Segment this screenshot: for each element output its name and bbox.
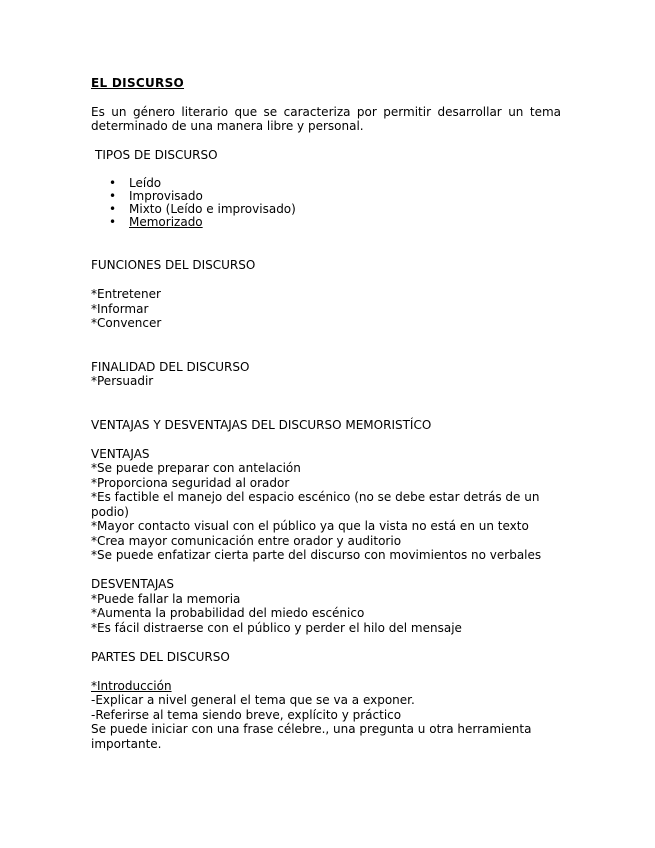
list-item-label: Mixto (Leído e improvisado) — [129, 202, 296, 216]
spacer — [91, 331, 561, 360]
bullet-icon: • — [109, 215, 117, 229]
funciones-heading: FUNCIONES DEL DISCURSO — [91, 258, 256, 272]
desventajas-item: *Es fácil distraerse con el público y perder el hilo del mensaje — [91, 620, 462, 635]
document-title: EL DISCURSO — [91, 76, 185, 90]
bullet-icon: • — [109, 202, 117, 216]
list-item-label: Improvisado — [129, 189, 203, 203]
ventajas-heading: VENTAJAS — [91, 446, 150, 461]
tipos-heading: TIPOS DE DISCURSO — [95, 148, 218, 162]
ventajas-item: *Es factible el manejo del espacio escénico (no se debe estar detrás de un podio) — [91, 490, 540, 519]
spacer — [91, 635, 561, 650]
bullet-icon: • — [109, 189, 117, 203]
introduccion-label: *Introducción — [91, 678, 172, 693]
introduccion-line: -Referirse al tema siendo breve, explícito y práctico — [91, 707, 402, 722]
introduccion-line: Se puede iniciar con una frase célebre., una pregunta u otra herramienta importante. — [91, 722, 532, 751]
ventajas-item: *Se puede enfatizar cierta parte del discurso con movimientos no verbales — [91, 548, 542, 562]
funciones-item: *Convencer — [91, 316, 162, 330]
spacer — [91, 432, 561, 447]
ventajas-item: *Mayor contacto visual con el público ya que la vista no está en un texto — [91, 519, 529, 533]
funciones-item: *Informar — [91, 301, 149, 316]
ventajas-item: *Crea mayor comunicación entre orador y auditorio — [91, 533, 402, 548]
finalidad-heading: FINALIDAD DEL DISCURSO — [91, 359, 250, 374]
list-item-label: Memorizado — [129, 215, 203, 229]
spacer — [91, 134, 561, 149]
bullet-icon: • — [109, 176, 117, 190]
ventajas-item: *Se puede preparar con antelación — [91, 461, 301, 475]
tipos-list — [91, 177, 561, 229]
document-page — [91, 76, 561, 751]
ventajas-item: *Proporciona seguridad al orador — [91, 475, 290, 490]
spacer — [91, 163, 561, 178]
spacer — [91, 664, 561, 679]
desventajas-item: *Aumenta la probabilidad del miedo escénico — [91, 606, 365, 620]
funciones-item: *Entretener — [91, 287, 161, 301]
desventajas-heading: DESVENTAJAS — [91, 577, 174, 591]
ventajas-desventajas-heading: VENTAJAS Y DESVENTAJAS DEL DISCURSO MEMORISTÍCO — [91, 417, 432, 432]
partes-heading: PARTES DEL DISCURSO — [91, 649, 230, 664]
finalidad-item: *Persuadir — [91, 374, 154, 388]
desventajas-item: *Puede fallar la memoria — [91, 591, 241, 606]
spacer — [91, 563, 561, 578]
spacer — [91, 229, 561, 258]
spacer — [91, 273, 561, 288]
spacer — [91, 389, 561, 418]
introduccion-line: -Explicar a nivel general el tema que se va a exponer. — [91, 693, 415, 707]
list-item — [109, 215, 561, 229]
intro-paragraph: Es un género literario que se caracteriza por permitir desarrollar un tema determinado de una manera libre y personal. — [91, 104, 561, 133]
list-item-label: Leído — [129, 176, 162, 190]
